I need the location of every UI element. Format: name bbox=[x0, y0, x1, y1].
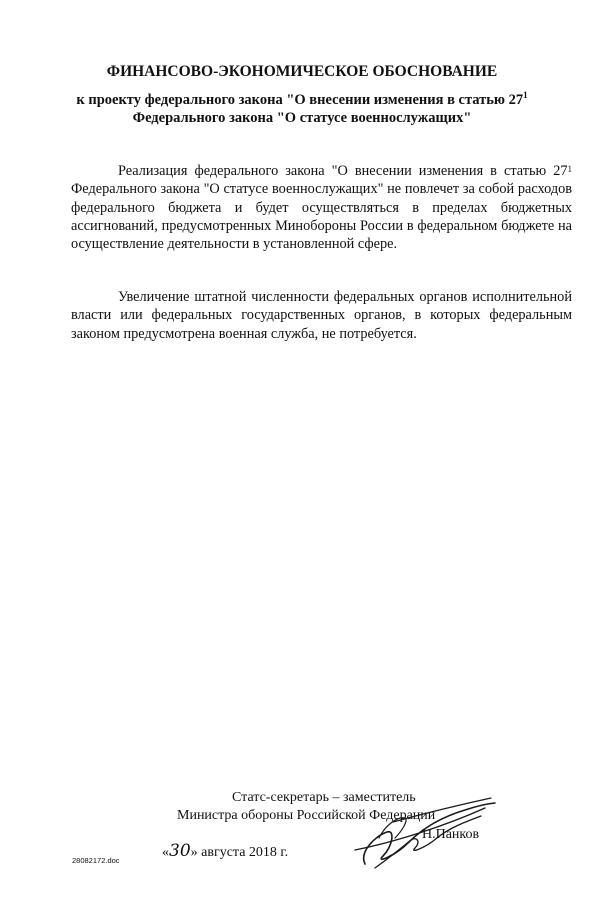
subtitle-superscript: 1 bbox=[523, 90, 528, 100]
paragraph-expenses bbox=[71, 162, 572, 253]
document-subtitle-line2: Федерального закона "О статусе военнослужащих" bbox=[132, 110, 472, 126]
file-code: 28082172.doc bbox=[72, 856, 120, 865]
signatory-position-line1: Статс-секретарь – заместитель bbox=[232, 790, 416, 805]
paragraph-expenses-part2: Федерального закона "О статусе военнослужащих" не повлечет за собой расходов федерального бюджета и будет осуществляться в пределах бюджетных ассигнований, предусмотренных Минобороны России в федеральном бюджете на осуществление деятельности в установленной сфере. bbox=[71, 181, 572, 253]
paragraph-expenses-part1: Реализация федерального закона "О внесении изменения в статью 27 bbox=[118, 163, 568, 179]
date-open-quote: « bbox=[162, 845, 169, 860]
signatory-name: Н.Панков bbox=[422, 827, 480, 842]
signatory-position-line2: Министра обороны Российской Федерации bbox=[177, 808, 436, 823]
date-month-year: » августа 2018 г. bbox=[190, 845, 289, 860]
paragraph-staffing-text: Увеличение штатной численности федеральных органов исполнительной власти или федеральных государственных органов, в которых федеральным законом предусмотрена военная служба, не потребуется. bbox=[71, 289, 572, 342]
paragraph-staffing bbox=[71, 288, 572, 343]
document-subtitle-line1 bbox=[0, 92, 604, 109]
document-title: ФИНАНСОВО-ЭКОНОМИЧЕСКОЕ ОБОСНОВАНИЕ bbox=[106, 63, 498, 80]
signing-date bbox=[162, 841, 288, 861]
date-day-handwritten: 30 bbox=[169, 841, 191, 861]
paragraph-expenses-superscript: 1 bbox=[567, 164, 572, 174]
subtitle-text: к проекту федерального закона "О внесении изменения в статью 27 bbox=[76, 92, 524, 108]
handwritten-signature bbox=[335, 786, 505, 876]
